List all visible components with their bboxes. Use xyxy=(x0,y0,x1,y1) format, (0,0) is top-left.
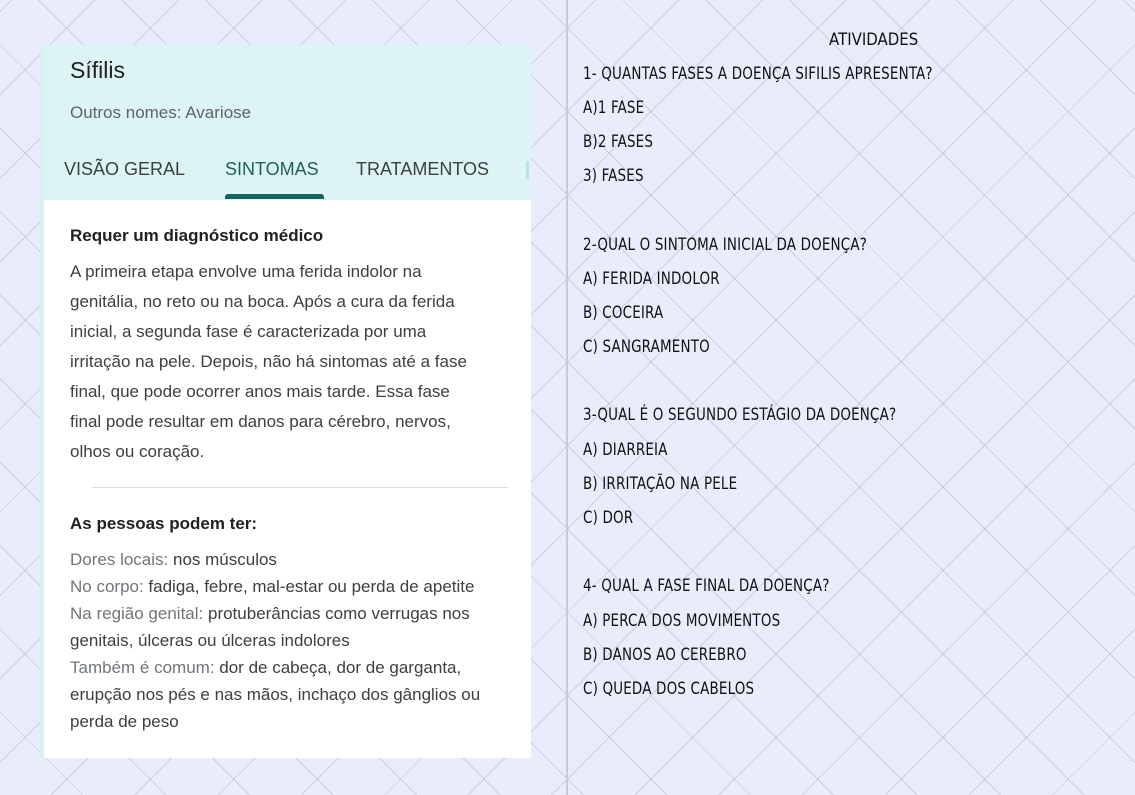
tab-scroll-edge xyxy=(526,161,529,179)
symptom-text: erupção nos pés e nas mãos, inchaço dos gânglios ou xyxy=(70,685,481,704)
section-divider xyxy=(92,487,508,488)
answer-option: A) FERIDA INDOLOR xyxy=(583,269,720,289)
other-names: Outros nomes: Avariose xyxy=(70,103,252,122)
description-line: final, que pode ocorrer anos mais tarde. Essa fase xyxy=(70,382,450,401)
symptom-label: Dores locais: xyxy=(70,550,169,569)
tab-overview[interactable]: VISÃO GERAL xyxy=(64,159,186,179)
diagnosis-heading: Requer um diagnóstico médico xyxy=(70,226,324,245)
answer-option: B)2 FASES xyxy=(583,132,654,152)
symptom-text: dor de cabeça, dor de garganta, xyxy=(214,658,462,677)
question-2: 2-QUAL O SINTOMA INICIAL DA DOENÇA? xyxy=(583,235,868,255)
answer-option: A)1 FASE xyxy=(583,98,645,118)
answer-option: B) COCEIRA xyxy=(583,303,664,323)
answer-option: B) DANOS AO CEREBRO xyxy=(583,645,747,665)
disease-title: Sífilis xyxy=(70,57,125,83)
knowledge-card xyxy=(40,45,531,758)
tab-treatments[interactable]: TRATAMENTOS xyxy=(356,159,490,179)
symptoms-heading: As pessoas podem ter: xyxy=(70,514,258,533)
symptom-text: genitais, úlceras ou úlceras indolores xyxy=(70,631,350,650)
question-3: 3-QUAL É O SEGUNDO ESTÁGIO DA DOENÇA? xyxy=(583,405,897,425)
symptom-label: No corpo: xyxy=(70,577,144,596)
answer-option: C) SANGRAMENTO xyxy=(583,337,710,357)
answer-option: A) PERCA DOS MOVIMENTOS xyxy=(583,611,781,631)
description-line: olhos ou coração. xyxy=(70,442,205,461)
symptom-line xyxy=(70,604,470,624)
description-line: genitália, no reto ou na boca. Após a cura da ferida xyxy=(70,292,455,311)
answer-option: 3) FASES xyxy=(583,166,644,186)
symptom-line xyxy=(70,685,480,705)
question-1: 1- QUANTAS FASES A DOENÇA SIFILIS APRESENTA? xyxy=(583,64,933,84)
answer-option: B) IRRITAÇÃO NA PELE xyxy=(583,474,738,494)
active-tab-indicator xyxy=(225,194,324,199)
symptom-text: fadiga, febre, mal-estar ou perda de apetite xyxy=(143,577,475,596)
answer-option: A) DIARREIA xyxy=(583,440,668,460)
description-line: inicial, a segunda fase é caracterizada por uma xyxy=(70,322,427,341)
description-line: irritação na pele. Depois, não há sintomas até a fase xyxy=(70,352,467,371)
symptom-text: perda de peso xyxy=(70,712,179,731)
symptom-line xyxy=(70,712,179,732)
symptom-label: Na região genital: xyxy=(70,604,204,623)
symptom-text: protuberâncias como verrugas nos xyxy=(203,604,470,623)
symptom-label: Também é comum: xyxy=(70,658,215,677)
panel-divider xyxy=(566,0,568,795)
answer-option: C) QUEDA DOS CABELOS xyxy=(583,679,755,699)
question-4: 4- QUAL A FASE FINAL DA DOENÇA? xyxy=(583,576,830,596)
description-line: A primeira etapa envolve uma ferida indolor na xyxy=(70,262,422,281)
card-header xyxy=(44,45,531,200)
symptom-line xyxy=(70,577,474,597)
tab-symptoms[interactable]: SINTOMAS xyxy=(225,159,319,179)
symptom-line xyxy=(70,658,461,678)
description-line: final pode resultar em danos para cérebro, nervos, xyxy=(70,412,451,431)
symptom-text: nos músculos xyxy=(168,550,277,569)
answer-option: C) DOR xyxy=(583,508,634,528)
symptom-line xyxy=(70,631,350,651)
activities-title: ATIVIDADES xyxy=(829,30,919,50)
symptom-line xyxy=(70,550,277,570)
